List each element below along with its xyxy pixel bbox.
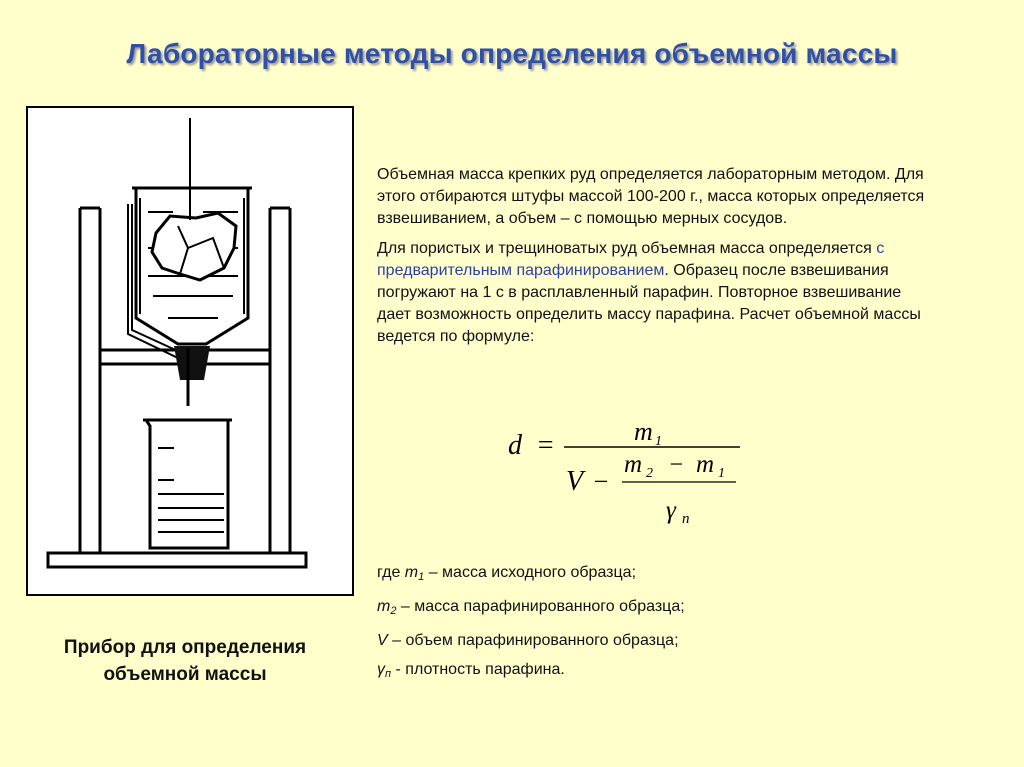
formula-minus-2: − [668, 452, 685, 478]
formula-m2-sub: 2 [646, 466, 653, 481]
legend-item: $m_2$ – масса парафинированного образца; [377, 598, 685, 617]
page-title: Лабораторные методы определения объемной массы [126, 38, 898, 69]
formula-v: V [566, 466, 584, 497]
paragraph-1: Объемная масса крепких руд определяется лабораторным методом. Для этого отбираются штуфы массой 100-200 г., масса которых определяется взвешиванием, а объем – с помощью мерных сосудов. [377, 166, 925, 227]
formula-gamma: γ [666, 497, 676, 524]
formula-m2: m [624, 451, 643, 478]
apparatus-drawing [28, 108, 352, 594]
paragraph-2-start: Для пористых и трещиноватых руд объемная масса определяется [377, 240, 877, 257]
body-text [377, 164, 937, 356]
formula-d: d [508, 430, 522, 461]
paragraph-2 [377, 238, 937, 348]
formula-m1-inner: m [696, 451, 715, 478]
apparatus-base [48, 553, 306, 567]
density-formula [500, 410, 760, 530]
formula-legend [377, 558, 937, 689]
paragraph-2-highlight: с предварительным парафинированием [377, 240, 885, 279]
formula-minus: − [592, 467, 610, 496]
formula-m1-sub: 1 [655, 434, 662, 449]
measuring-beaker [146, 420, 228, 548]
legend-item: V – объем парафинированного образца; [377, 632, 679, 649]
figure-caption: Прибор для определения объемной массы [63, 637, 307, 685]
legend-item: где $m_1$ – масса исходного образца; [377, 564, 637, 583]
paragraph-2-end: . Образец после взвешивания погружают на 1 с в расплавленный парафин. Повторное взвешивание дает возможность определить массу парафина. Расчет объемной массы ведется по формуле: [377, 262, 921, 345]
apparatus-illustration [26, 106, 354, 596]
formula-m1: m [634, 417, 653, 446]
formula-m1-inner-sub: 1 [718, 466, 725, 481]
formula-gamma-sub: п [682, 511, 690, 527]
legend-item: $\gamma_п$ - плотность парафина. [377, 661, 565, 680]
formula-eq: = [536, 430, 555, 461]
rubber-stopper [174, 346, 210, 380]
